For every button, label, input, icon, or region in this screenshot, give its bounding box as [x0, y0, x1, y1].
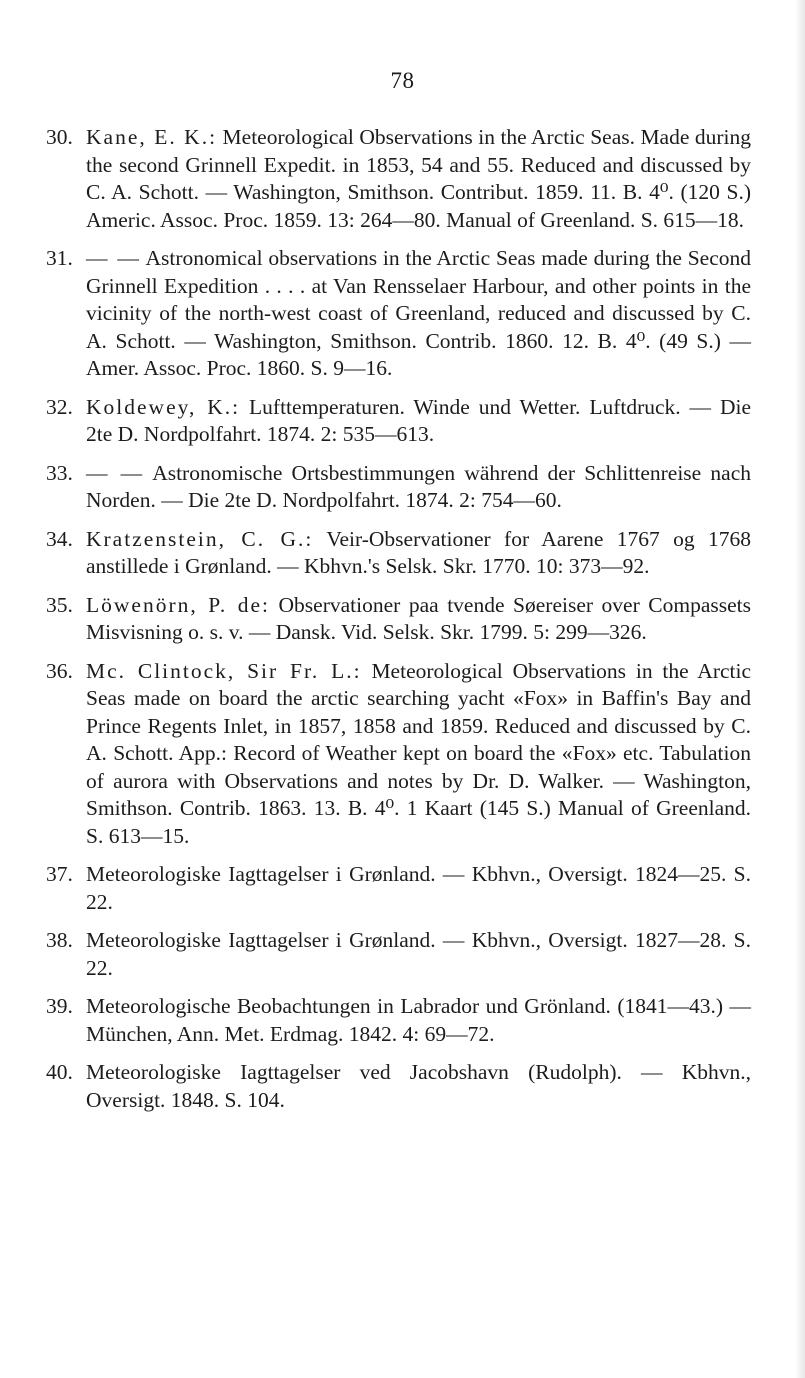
- entry-text: Meteorological Observations in the Arctic Seas made on board the arctic searching yacht «Fox» in Baffin's Bay and Prince Regents Inlet, in 1857, 1858 and 1859. Reduced and discussed by C. A. Schott. App.: Record of Weather kept on board the «Fox» etc. Tabulation of aurora with Observations and notes by Dr. D. Walker. — Washington, Smithson. Contrib. 1863. 13. B. 4⁰. 1 Kaart (145 S.) Manual of Greenland. S. 613—15.: [86, 658, 752, 848]
- entry-author: — —: [86, 246, 141, 270]
- entry-number: 39.: [46, 994, 73, 1018]
- entry-number: 35.: [46, 592, 73, 617]
- page-number: 78: [390, 68, 415, 93]
- entry-author: Mc. Clintock, Sir Fr. L.:: [86, 658, 362, 683]
- entry-text: Astronomical observations in the Arctic Seas made during the Second Grinnell Expedition . . . . at Van Rensselaer Harbour, and other points in the vicinity of the north-west coast of Greenland, reduced and discussed by C. A. Schott. — Washington, Smithson. Contrib. 1860. 12. B. 4⁰. (49 S.) — Amer. Assoc. Proc. 1860. S. 9—16.: [86, 246, 751, 380]
- entry-text: Lufttemperaturen. Winde und Wetter. Luftdruck. — Die 2te D. Nordpolfahrt. 1874. 2: 535—613.: [86, 394, 752, 446]
- entry-number: 37.: [46, 862, 73, 886]
- entry-author: Kane, E. K.:: [86, 125, 218, 149]
- entry-text: Meteorologische Beobachtungen in Labrador und Grönland. (1841—43.) — München, Ann. Met. Erdmag. 1842. 4: 69—72.: [86, 994, 751, 1046]
- entry-author: Kratzenstein, C. G.:: [86, 526, 314, 551]
- bibliography-entry: [46, 245, 751, 383]
- entry-text: Meteorologiske Iagttagelser i Grønland. — Kbhvn., Oversigt. 1824—25. S. 22.: [86, 862, 751, 914]
- entry-text: Meteorologiske Iagttagelser ved Jacobshavn (Rudolph). — Kbhvn., Oversigt. 1848. S. 104.: [86, 1060, 751, 1112]
- entry-number: 30.: [46, 125, 73, 149]
- bibliography-entry: [46, 993, 751, 1048]
- entry-number: 33.: [46, 460, 73, 485]
- entry-author: Löwenörn, P. de:: [86, 592, 270, 617]
- bibliography-entry: [46, 124, 751, 234]
- bibliography-entry: [46, 927, 751, 982]
- entry-text: Veir-Observationer for Aarene 1767 og 1768 anstillede i Grønland. — Kbhvn.'s Selsk. Skr. 1770. 10: 373—92.: [86, 526, 751, 578]
- entry-author: — —: [86, 460, 145, 485]
- bibliography-entry: [46, 1059, 751, 1114]
- bibliography-entry: [46, 592, 751, 647]
- page-edge-shadow: [795, 0, 805, 1378]
- entry-number: 40.: [46, 1060, 73, 1084]
- bibliography-entry: [46, 460, 751, 515]
- entry-number: 31.: [46, 246, 73, 270]
- entry-text: Meteorological Observations in the Arctic Seas. Made during the second Grinnell Expedit. in 1853, 54 and 55. Reduced and discussed by C. A. Schott. — Washington, Smithson. Contribut. 1859. 11. B. 4⁰. (120 S.) Americ. Assoc. Proc. 1859. 13: 264—80. Manual of Greenland. S. 615—18.: [86, 125, 751, 232]
- bibliography-entry: [46, 658, 751, 851]
- bibliography-entry: [46, 394, 751, 449]
- bibliography-entry: [46, 861, 751, 916]
- entry-number: 34.: [46, 526, 73, 551]
- entry-text: Astronomische Ortsbestimmungen während der Schlittenreise nach Norden. — Die 2te D. Nordpolfahrt. 1874. 2: 754—60.: [86, 460, 751, 512]
- entry-author: Koldewey, K.:: [86, 394, 241, 419]
- entry-number: 38.: [46, 928, 73, 952]
- entry-number: 32.: [46, 394, 73, 419]
- entry-text: Meteorologiske Iagttagelser i Grønland. — Kbhvn., Oversigt. 1827—28. S. 22.: [86, 928, 751, 980]
- bibliography-list: [46, 124, 751, 1125]
- entry-text: Observationer paa tvende Søereiser over Compassets Misvisning o. s. v. — Dansk. Vid. Selsk. Skr. 1799. 5: 299—326.: [86, 592, 752, 644]
- entry-number: 36.: [46, 658, 73, 683]
- bibliography-entry: [46, 526, 751, 581]
